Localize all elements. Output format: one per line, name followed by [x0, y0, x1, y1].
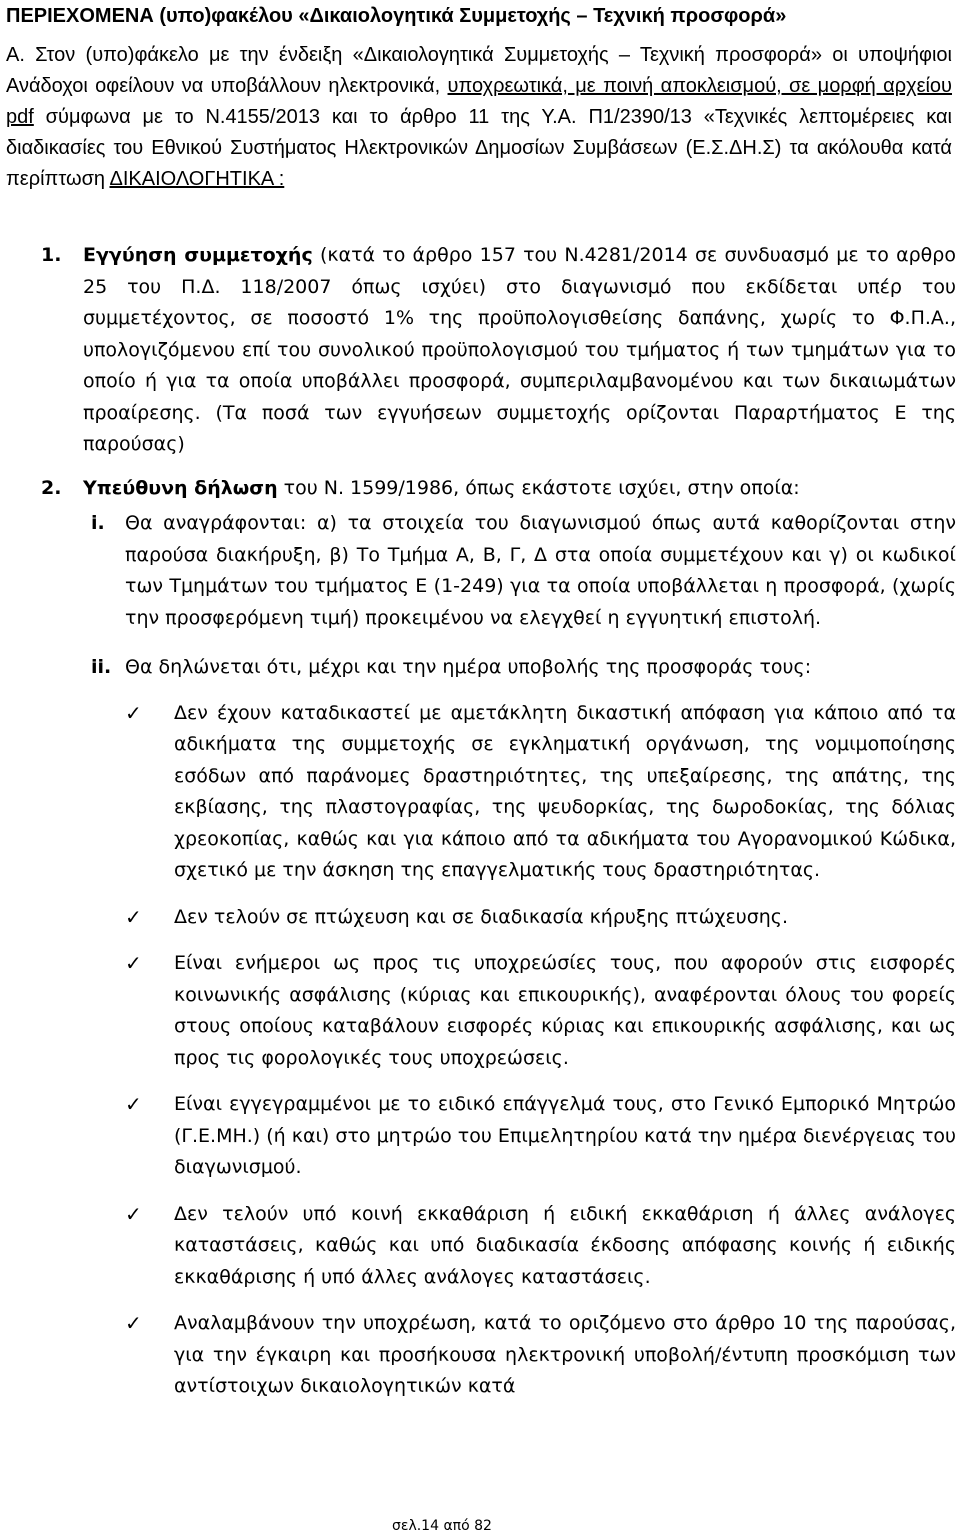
item-number: 2.	[41, 476, 62, 499]
checklist-item	[6, 698, 956, 887]
item-number: 1.	[41, 244, 62, 266]
sub-item-text: Θα αναγράφονται: α) τα στοιχεία του διαγωνισμού όπως αυτά καθορίζονται στην παρούσα διακήρυξη, β) Το Τμήμα Α, Β, Γ, Δ στα οποία συμμετέχουν και γ) οι κωδικοί των Τμημάτων του τμήματος Ε (1-249) για τα οποία υποβάλλεται η προσφορά, (χωρίς την προσφερόμενη τιμή) προκειμένου να ελεγχθεί η εγγυητική επιστολή.	[125, 512, 956, 629]
checkmark-icon: ✓	[125, 904, 142, 929]
intro-last: ΔΙΚΑΙΟΛΟΓΗΤΙΚΑ :	[109, 168, 285, 190]
intro-paragraph	[6, 40, 952, 195]
numbered-item	[6, 473, 956, 505]
checkmark-icon: ✓	[125, 1201, 142, 1226]
item-title: Υπεύθυνη δήλωση	[83, 476, 278, 499]
item-text: (κατά το άρθρο 157 του Ν.4281/2014 σε συνδυασμό με το αρθρο 25 του Π.Δ. 118/2007 όπως ισχύει) στο διαγωνισμό που εκδίδεται υπέρ του συμμετέχοντος, σε ποσοστό 1% της προϋπολογισθείσης δαπάνης, χωρίς το Φ.Π.Α., υπολογιζόμενου επί του συνολικού προϋπολογισμού του τμήματος ή των τμημάτων για το οποίο ή για τα οποία υποβάλλει προσφορά, συμπεριλαμβανομένου και των δικαιωμάτων προαίρεσης. (Τα ποσά των εγγυήσεων συμμετοχής ορίζονται Παραρτήματος Ε της παρούσας)	[83, 244, 956, 455]
sub-item-numeral: i.	[91, 512, 105, 534]
checklist-item	[6, 1089, 956, 1184]
checklist-text: Δεν τελούν υπό κοινή εκκαθάριση ή ειδική εκκαθάριση ή άλλες ανάλογες καταστάσεις, καθώς και υπό διαδικασία έκδοσης απόφασης κοινής ή ειδικής εκκαθάρισης ή υπό άλλες ανάλογες καταστάσεις.	[174, 1202, 956, 1288]
document-body	[6, 240, 956, 1418]
checkmark-icon: ✓	[125, 1092, 142, 1116]
intro-underlined: υποχρεωτικά, με ποινή αποκλεισμού, σε μορφή αρχείου pdf	[6, 75, 952, 128]
checklist-item	[6, 1308, 956, 1403]
checklist-item	[6, 948, 956, 1074]
intro-middle: σύμφωνα με το Ν.4155/2013 και το άρθρο 11 της Υ.Α. Π1/2390/13 «Τεχνικές λεπτομέρειες και διαδικασίες του Εθνικού Συστήματος Ηλεκτρονικών Δημοσίων Συμβάσεων (Ε.Σ.ΔΗ.Σ) τα ακόλουθα κατά περίπτωση	[6, 106, 952, 190]
checklist-text: Δεν τελούν σε πτώχευση και σε διαδικασία κήρυξης πτώχευσης.	[174, 905, 789, 928]
checkmark-icon: ✓	[125, 951, 142, 975]
item-title: Εγγύηση συμμετοχής	[83, 244, 313, 266]
sub-item-text: Θα δηλώνεται ότι, μέχρι και την ημέρα υποβολής της προσφοράς τους:	[125, 656, 812, 678]
intro-prefix: Α. Στον (υπο)φάκελο με την ένδειξη «Δικαιολογητικά Συμμετοχής – Τεχνική προσφορά» οι υποψήφιοι Ανάδοχοι οφείλουν να υποβάλλουν ηλεκτρονικά,	[6, 44, 952, 97]
sub-item	[6, 508, 956, 634]
checkmark-icon: ✓	[125, 700, 142, 725]
checklist-text: Αναλαμβάνουν την υποχρέωση, κατά το οριζόμενο στο άρθρο 10 της παρούσας, για την έγκαιρη και προσήκουσα ηλεκτρονική υποβολή/έντυπη προσκόμιση των αντίστοιχων δικαιολογητικών κατά	[174, 1312, 956, 1397]
page-number: σελ.14 από 82	[392, 1518, 492, 1534]
checklist-text: Δεν έχουν καταδικαστεί με αμετάκλητη δικαστική απόφαση για κάποιο από τα αδικήματα της συμμετοχής σε εγκληματική οργάνωση, της νομιμοποίησης εσόδων από παράνομες δραστηριότητες, της υπεξαίρεσης, της απάτης, της εκβίασης, της πλαστογραφίας, της ψευδορκίας, της δωροδοκίας, της δόλιας χρεοκοπίας, καθώς και για κάποιο από τα αδικήματα του Αγορανομικού Κώδικα, σχετικό με την άσκηση της επαγγελματικής τους δραστηριότητας.	[174, 701, 956, 881]
numbered-item	[6, 240, 956, 461]
page-heading: ΠΕΡΙΕΧΟΜΕΝΑ (υπο)φακέλου «Δικαιολογητικά Συμμετοχής – Τεχνική προσφορά»	[6, 5, 787, 27]
checklist-item	[6, 902, 956, 934]
checklist-text: Είναι εγγεγραμμένοι με το ειδικό επάγγελμά τους, στο Γενικό Εμπορικό Μητρώο (Γ.Ε.ΜΗ.) (ή και) στο μητρώο του Επιμελητηρίου κατά την ημέρα διενέργειας του διαγωνισμού.	[174, 1093, 956, 1178]
checklist-item	[6, 1199, 956, 1294]
item-text: του Ν. 1599/1986, όπως εκάστοτε ισχύει, στην οποία:	[277, 476, 800, 499]
checkmark-icon: ✓	[125, 1311, 142, 1335]
sub-item-numeral: ii.	[91, 656, 112, 678]
checklist-text: Είναι ενήμεροι ως προς τις υποχρεώσίες τους, που αφορούν στις εισφορές κοινωνικής ασφάλισης (κύριας και επικουρικής), αναφέρονται όλους του φορείς στους οποίους καταβάλουν εισφορές κύριας και επικουρικής ασφάλισης, και ως προς τις φορολογικές τους υποχρεώσεις.	[174, 952, 956, 1069]
sub-item	[6, 652, 956, 684]
